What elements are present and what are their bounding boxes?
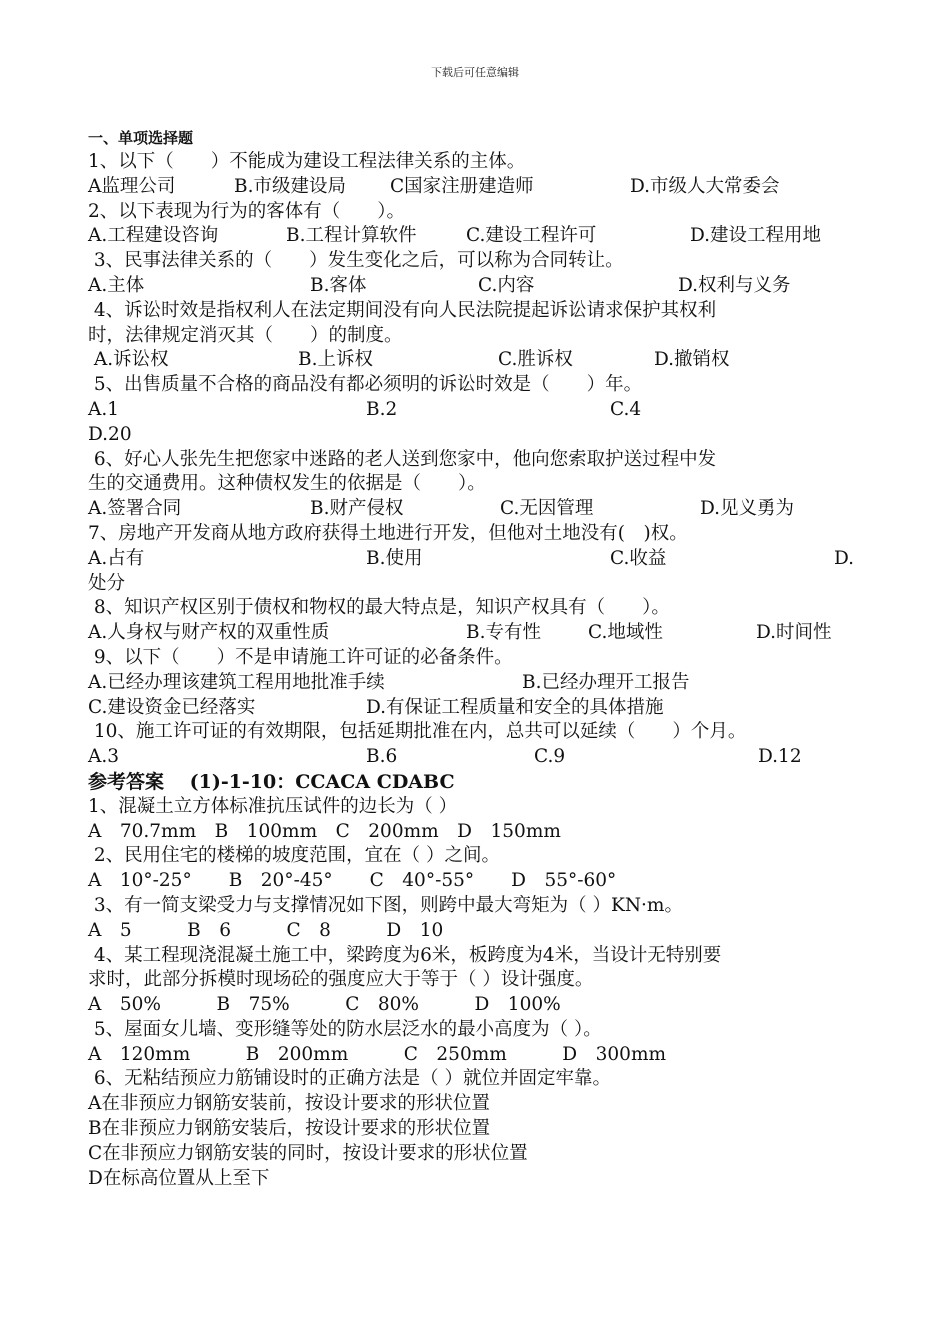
option: B.使用 xyxy=(366,547,423,569)
option: D.见义勇为 xyxy=(700,498,795,520)
option: D.12 xyxy=(758,746,802,768)
options-9a xyxy=(88,671,868,696)
option: A.签署合同 xyxy=(88,498,182,520)
options-p2-2: A 10°-25° B 20°-45° C 40°-55° D 55°-60° xyxy=(88,870,617,892)
option: B.上诉权 xyxy=(298,349,373,371)
question-9: 9、以下（ ）不是申请施工许可证的必备条件。 xyxy=(88,646,513,668)
option: D.建设工程用地 xyxy=(690,225,822,247)
option: A.工程建设咨询 xyxy=(88,225,219,247)
option: A.诉讼权 xyxy=(88,349,169,371)
option: B.专有性 xyxy=(466,622,541,644)
section-title: 一、单项选择题 xyxy=(88,129,194,147)
option: C.内容 xyxy=(478,274,535,296)
option: C.收益 xyxy=(610,547,667,569)
option: B.客体 xyxy=(310,274,367,296)
document-body xyxy=(88,126,868,1191)
question-p2-6: 6、无粘结预应力筋铺设时的正确方法是（ ）就位并固定牢靠。 xyxy=(88,1068,612,1090)
option: C.建设资金已经落实 xyxy=(88,696,256,718)
option: D.时间性 xyxy=(756,622,832,644)
option: B.2 xyxy=(366,398,398,420)
page-header: 下载后可任意编辑 xyxy=(431,66,519,79)
option: A监理公司 xyxy=(88,175,176,197)
question-p2-5: 5、屋面女儿墙、变形缝等处的防水层泛水的最小高度为（ ）。 xyxy=(88,1018,602,1040)
options-p2-5: A 120mm B 200mm C 250mm D 300mm xyxy=(88,1043,667,1065)
question-p2-2: 2、民用住宅的楼梯的坡度范围，宜在（ ）之间。 xyxy=(88,845,501,867)
option-p2-6c: C在非预应力钢筋安装的同时，按设计要求的形状位置 xyxy=(88,1142,528,1164)
options-3 xyxy=(88,274,868,299)
options-2 xyxy=(88,224,868,249)
option: C.地域性 xyxy=(588,622,663,644)
option: A.人身权与财产权的双重性质 xyxy=(88,622,330,644)
options-7 xyxy=(88,547,868,572)
options-8 xyxy=(88,621,868,646)
option: C.4 xyxy=(610,398,642,420)
question-2: 2、以下表现为行为的客体有（ ）。 xyxy=(88,200,406,222)
question-5: 5、出售质量不合格的商品没有都必须明的诉讼时效是（ ）年。 xyxy=(88,374,643,396)
option: D.撤销权 xyxy=(654,349,730,371)
options-1 xyxy=(88,175,868,200)
option: A.1 xyxy=(88,398,120,420)
question-4-cont: 时，法律规定消灭其（ ）的制度。 xyxy=(88,324,403,346)
options-p2-3: A 5 B 6 C 8 D 10 xyxy=(88,919,444,941)
option: C国家注册建造师 xyxy=(390,175,534,197)
option: C.建设工程许可 xyxy=(466,225,597,247)
option: C.无因管理 xyxy=(500,498,594,520)
option-p2-6a: A在非预应力钢筋安装前，按设计要求的形状位置 xyxy=(88,1093,490,1115)
question-6-cont: 生的交通费用。这种债权发生的依据是（ ）。 xyxy=(88,473,486,495)
question-4: 4、诉讼时效是指权利人在法定期间没有向人民法院提起诉讼请求保护其权利 xyxy=(88,299,717,321)
answer-key: 参考答案 (1)-1-10：CCACA CDABC xyxy=(88,770,455,793)
question-6: 6、好心人张先生把您家中迷路的老人送到您家中，他向您索取护送过程中发 xyxy=(88,448,717,470)
question-p2-4: 4、某工程现浇混凝土施工中，梁跨度为6米，板跨度为4米，当设计无特别要 xyxy=(88,944,722,966)
option: A.已经办理该建筑工程用地批准手续 xyxy=(88,671,385,693)
question-7: 7、房地产开发商从地方政府获得土地进行开发，但他对土地没有( )权。 xyxy=(88,522,688,544)
question-10: 10、施工许可证的有效期限，包括延期批准在内，总共可以延续（ ）个月。 xyxy=(88,721,747,743)
option: D.市级人大常委会 xyxy=(630,175,780,197)
option: D.权利与义务 xyxy=(678,274,791,296)
option-p2-6d: D在标高位置从上至下 xyxy=(88,1167,270,1189)
option: C.胜诉权 xyxy=(498,349,573,371)
option-p2-6b: B在非预应力钢筋安装后，按设计要求的形状位置 xyxy=(88,1118,491,1140)
options-p2-4: A 50% B 75% C 80% D 100% xyxy=(88,994,561,1016)
option-5d: D.20 xyxy=(88,423,132,445)
question-1: 1、以下（ ）不能成为建设工程法律关系的主体。 xyxy=(88,151,526,172)
option: D.有保证工程质量和安全的具体措施 xyxy=(366,696,664,718)
options-10 xyxy=(88,745,868,770)
options-6 xyxy=(88,497,868,522)
option: B.6 xyxy=(366,746,398,768)
question-p2-1: 1、混凝土立方体标准抗压试件的边长为（ ） xyxy=(88,795,458,817)
option: B.市级建设局 xyxy=(234,175,346,197)
question-p2-4-cont: 求时，此部分拆模时现场砼的强度应大于等于（ ）设计强度。 xyxy=(88,969,594,991)
options-9b xyxy=(88,696,868,721)
options-p2-1: A 70.7mm B 100mm C 200mm D 150mm xyxy=(88,820,561,842)
option: B.工程计算软件 xyxy=(286,225,417,247)
option: A.主体 xyxy=(88,274,145,296)
option: C.9 xyxy=(534,746,566,768)
option: B.已经办理开工报告 xyxy=(522,671,690,693)
option-7d: 处分 xyxy=(88,572,126,594)
question-8: 8、知识产权区别于债权和物权的最大特点是，知识产权具有（ ）。 xyxy=(88,597,670,619)
question-p2-3: 3、有一简支梁受力与支撑情况如下图，则跨中最大弯矩为（ ）KN·m。 xyxy=(88,894,683,916)
options-4 xyxy=(88,348,868,373)
option: D. xyxy=(834,547,855,569)
options-5 xyxy=(88,398,868,423)
option: A.3 xyxy=(88,746,120,768)
option: A.占有 xyxy=(88,547,145,569)
question-3: 3、民事法律关系的（ ）发生变化之后，可以称为合同转让。 xyxy=(88,250,624,272)
option: B.财产侵权 xyxy=(310,498,404,520)
